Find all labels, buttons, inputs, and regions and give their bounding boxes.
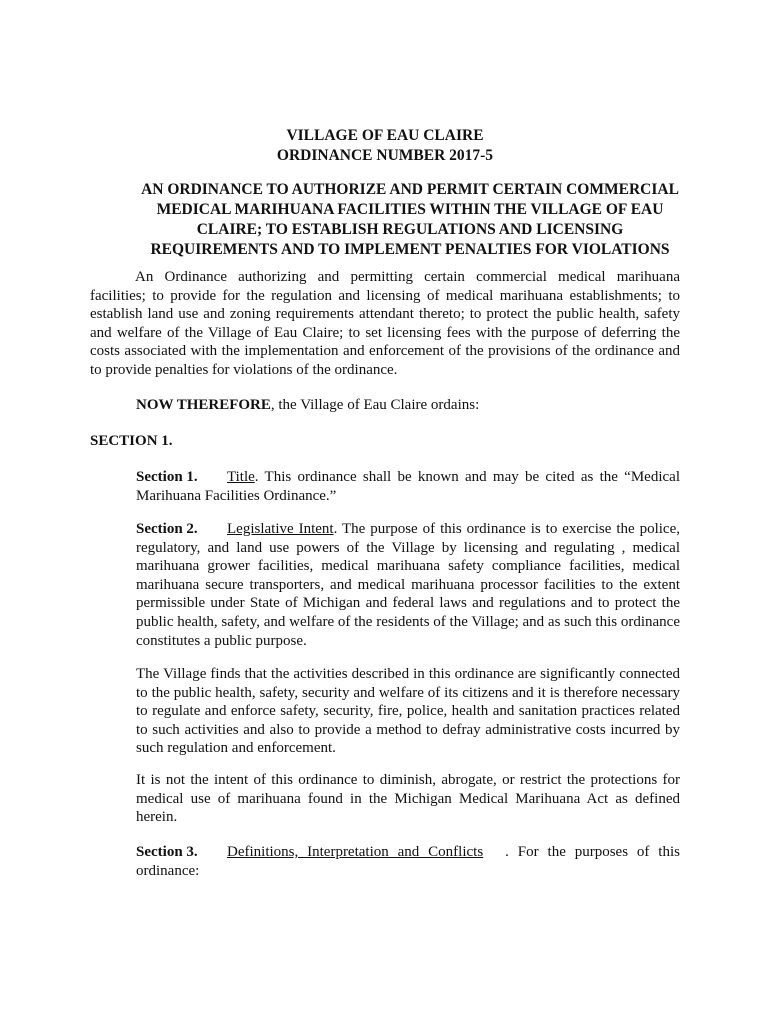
intro-paragraph: An Ordinance authorizing and permitting certain commercial medical marihuana facilities; to provide for the regulation and licensing of medical marihuana establishments; to establish land use and zoning requirements attendant thereto; to protect the public health, safety and welfare of the Village of Eau Claire; to set licensing fees with the purpose of deferring the costs associated with the implementation and enforcement of the provisions of the ordinance and to provide penalties for violations of the ordinance. — [90, 269, 680, 378]
section-2 — [136, 520, 680, 650]
municipality-name: VILLAGE OF EAU CLAIRE — [286, 127, 484, 144]
intent-paragraph: It is not the intent of this ordinance to diminish, abrogate, or restrict the protections for medical use of marihuana found in the Michigan Medical Marihuana Act as defined herein. — [136, 772, 680, 826]
enactment-bold: NOW THEREFORE — [136, 397, 271, 413]
section-heading: SECTION 1. — [90, 433, 173, 449]
section-1 — [136, 468, 680, 505]
section-title: Legislative Intent — [227, 521, 334, 537]
section-title: Title — [227, 469, 255, 485]
findings-paragraph: The Village finds that the activities described in this ordinance are significantly connected to the public health, safety, security and welfare of its citizens and it is therefore necessary to regulate and enforce safety, security, fire, police, health and sanitation practices related to such activities and also to provide a method to defray administrative costs incurred by such regulation and enforcement. — [136, 666, 680, 757]
section-text: . This ordinance shall be known and may be cited as the “Medical Marihuana Facilities Ordinance.” — [136, 469, 680, 504]
title-line: MEDICAL MARIHUANA FACILITIES WITHIN THE VILLAGE OF EAU — [156, 201, 664, 218]
title-line: CLAIRE; TO ESTABLISH REGULATIONS AND LICENSING — [196, 221, 624, 238]
section-label: Section 1. — [136, 469, 198, 485]
enactment-clause — [136, 396, 680, 415]
section-label: Section 2. — [136, 521, 198, 537]
section-title: Definitions, Interpretation and Conflicts — [227, 844, 484, 860]
ordinance-title — [130, 180, 690, 260]
section-text: . For the purposes of this ordinance: — [136, 844, 680, 879]
title-line: AN ORDINANCE TO AUTHORIZE AND PERMIT CERTAIN COMMERCIAL — [141, 181, 679, 198]
title-line: REQUIREMENTS AND TO IMPLEMENT PENALTIES FOR VIOLATIONS — [150, 241, 670, 258]
section-3 — [136, 843, 680, 880]
section-text: . The purpose of this ordinance is to exercise the police, regulatory, and land use powers of the Village by licensing and regulating , medical marihuana grower facilities, medical marihuana safety compliance facilities, medical marihuana secure transporters, and medical marihuana processor facilities to the extent permissible under State of Michigan and federal laws and regulations and to protect the public health, safety, and welfare of the residents of the Village; and as such this ordinance constitutes a public purpose. — [136, 521, 680, 649]
ordinance-number: ORDINANCE NUMBER 2017-5 — [276, 147, 494, 164]
section-label: Section 3. — [136, 844, 198, 860]
document-header — [0, 126, 770, 166]
enactment-text: , the Village of Eau Claire ordains: — [270, 397, 480, 413]
